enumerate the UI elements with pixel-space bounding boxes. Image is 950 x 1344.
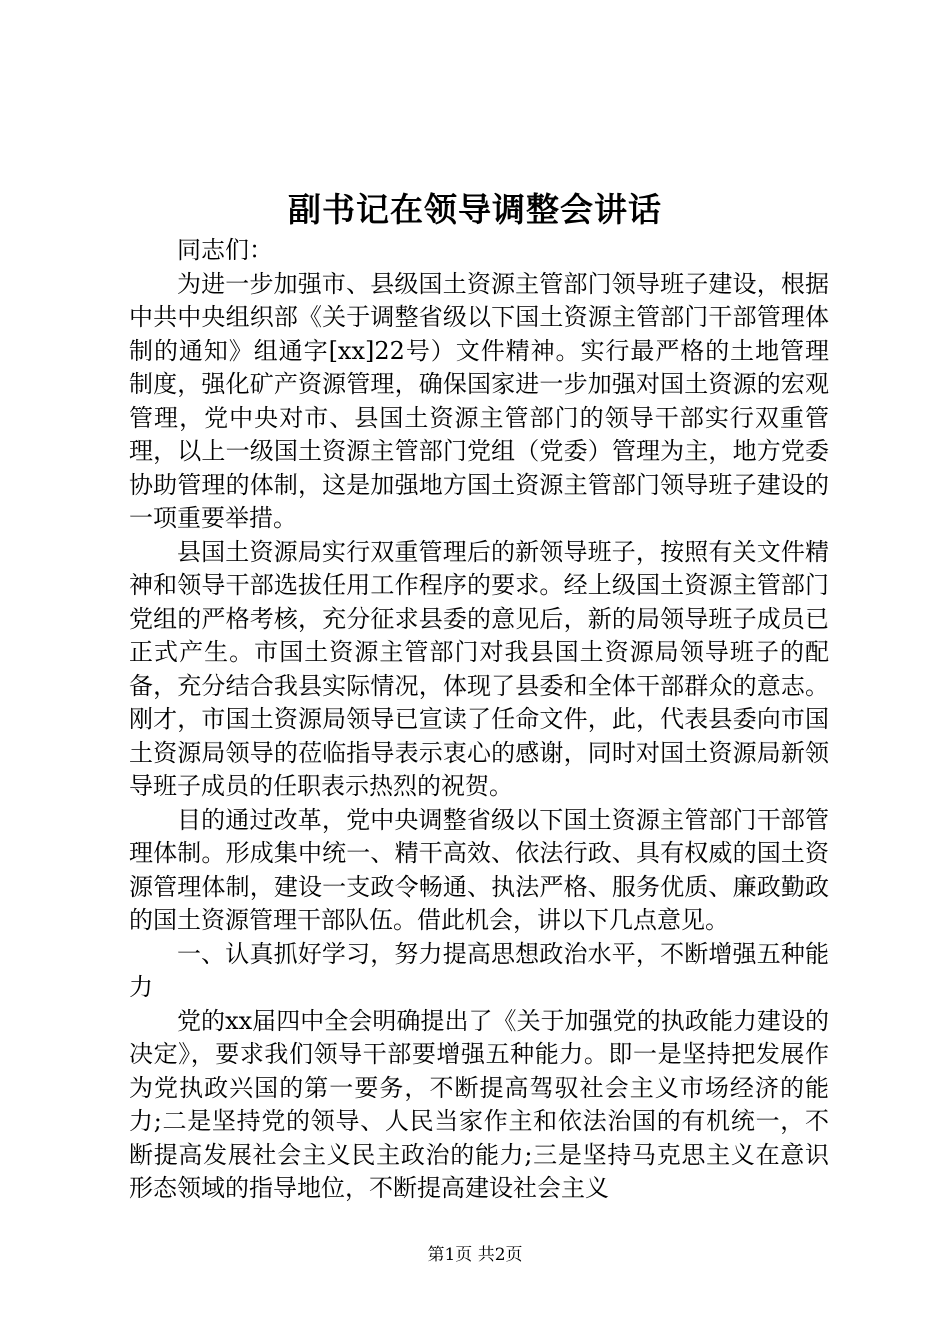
page-footer: 第1页 共2页 [427,1245,523,1265]
body-paragraph: 为进一步加强市、县级国土资源主管部门领导班子建设，根据中共中央组织部《关于调整省级以下国土资源主管部门干部管理体制的通知》组通字[xx]22号）文件精神。实行最严格的土地管理制度，强化矿产资源管理，确保国家进一步加强对国土资源的宏观管理，党中央对市、县国土资源主管部门的领导干部实行双重管理，以上一级国土资源主管部门党组（党委）管理为主，地方党委协助管理的体制，这是加强地方国土资源主管部门领导班子建设的一项重要举措。 [129,269,829,532]
body-paragraph: 目的通过改革，党中央调整省级以下国土资源主管部门干部管理体制。形成集中统一、精干高效、依法行政、具有权威的国土资源管理体制，建设一支政令畅通、执法严格、服务优质、廉政勤政的国土资源管理干部队伍。借此机会，讲以下几点意见。 [129,805,829,934]
body-paragraph: 县国土资源局实行双重管理后的新领导班子，按照有关文件精神和领导干部选拔任用工作程序的要求。经上级国土资源主管部门党组的严格考核，充分征求县委的意见后，新的局领导班子成员已正式产生。市国土资源主管部门对我县国土资源局领导班子的配备，充分结合我县实际情况，体现了县委和全体干部群众的意志。刚才，市国土资源局领导已宣读了任命文件，此，代表县委向市国土资源局领导的莅临指导表示衷心的感谢，同时对国土资源局新领导班子成员的任职表示热烈的祝贺。 [129,537,829,800]
document-title: 副书记在领导调整会讲话 [288,190,662,229]
body-paragraph: 党的xx届四中全会明确提出了《关于加强党的执政能力建设的决定》，要求我们领导干部要增强五种能力。即一是坚持把发展作为党执政兴国的第一要务，不断提高驾驭社会主义市场经济的能力;二是坚持党的领导、人民当家作主和依法治国的有机统一，不断提高发展社会主义民主政治的能力;三是坚持马克思主义在意识形态领域的指导地位，不断提高建设社会主义 [129,1006,829,1202]
salutation-paragraph: 同志们： [177,236,273,264]
section-heading: 一、认真抓好学习，努力提高思想政治水平，不断增强五种能力 [129,939,829,1001]
document-body [129,234,829,1206]
